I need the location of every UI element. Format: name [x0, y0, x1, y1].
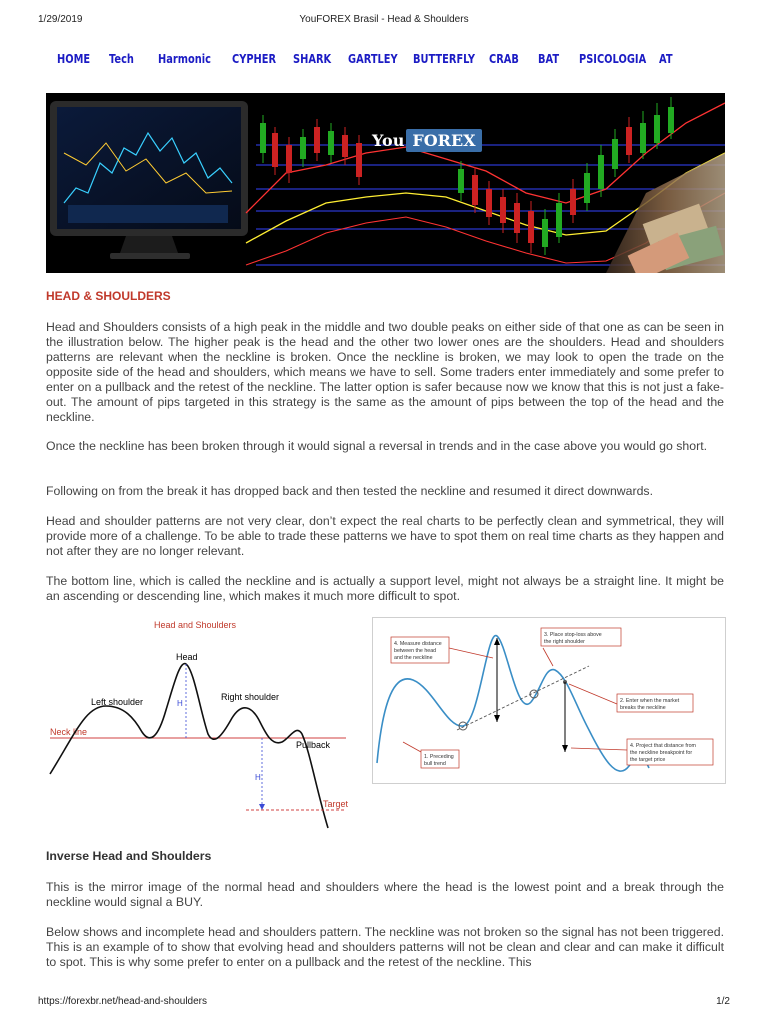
print-date: 1/29/2019	[38, 14, 83, 25]
nav-bat[interactable]: BAT	[538, 52, 560, 66]
site-logo[interactable]	[372, 131, 482, 150]
article-heading: HEAD & SHOULDERS	[46, 289, 171, 303]
logo-forex: FOREX	[406, 129, 481, 152]
nav-gartley[interactable]: GARTLEY	[348, 52, 398, 66]
site-banner	[46, 93, 725, 273]
banknotes-image	[606, 153, 725, 273]
nav-psicologia[interactable]: PSICOLOGIA	[579, 52, 647, 66]
paragraph-4: Head and shoulder patterns are not very clear, don’t expect the real charts to be perfectly clean and symmetrical, they will provide more of a challenge. To be able to trade these patterns we have to spot them on real time charts as they happen and not after they are no longer relevant.	[46, 514, 724, 558]
print-url: https://forexbr.net/head-and-shoulders	[38, 996, 207, 1007]
logo-you: You	[372, 131, 405, 150]
nav-at[interactable]: AT	[659, 52, 673, 66]
annotated-pattern-chart	[372, 617, 726, 784]
label-h-target: H	[255, 773, 261, 782]
print-page-number: 1/2	[716, 996, 730, 1007]
note-stop-loss	[541, 628, 621, 646]
note-enter-market	[617, 694, 693, 712]
svg-text:2. Enter when the market: 2. Enter when the market	[620, 698, 680, 704]
note-project-distance	[627, 739, 713, 765]
note-preceding-trend	[421, 750, 459, 768]
monitor-icon	[50, 101, 248, 259]
paragraph-6: This is the mirror image of the normal head and shoulders where the head is the lowest point and a break through the neckline would signal a BUY.	[46, 880, 724, 909]
nav-butterfly[interactable]: BUTTERFLY	[413, 52, 476, 66]
diagram-title: Head and Shoulders	[154, 620, 237, 630]
candlesticks	[260, 97, 674, 255]
paragraph-7: Below shows and incomplete head and shoulders pattern. The neckline was not broken so the signal has not been triggered. This is an example of to show that evolving head and shoulders patterns will not be clean and clear and can make it difficult to spot. This is why some prefer to enter on a pullback and the retest of the neckline. This	[46, 925, 724, 969]
arrow-down-icon	[259, 804, 265, 810]
svg-text:3. Place stop-loss above: 3. Place stop-loss above	[544, 632, 602, 638]
label-right-shoulder: Right shoulder	[221, 692, 280, 702]
svg-text:the right shoulder: the right shoulder	[544, 639, 585, 645]
svg-text:the target price: the target price	[630, 757, 666, 763]
svg-text:bull trend: bull trend	[424, 761, 446, 767]
label-target: Target	[323, 799, 349, 809]
paragraph-1: Head and Shoulders consists of a high peak in the middle and two double peaks on either side of that one as can be seen in the illustration below. The higher peak is the head and the other two lower ones are the shoulders. Head and shoulders patterns are relevant when the neckline is broken. Once the neckline is broken, we may look to open the trade on the opposite side of the head and shoulders, which means we have to sell. Some traders enter immediately and some prefer to enter on a pullback and the retest of the neckline. The latter option is safer because now we know that this is not just a fake-out. The amount of pips targeted in this strategy is the same as the amount of pips between the top of the head and the neckline.	[46, 320, 724, 424]
nav-harmonic[interactable]: Harmonic	[158, 52, 211, 66]
svg-text:1. Preceding: 1. Preceding	[424, 754, 454, 760]
svg-text:the neckline breakpoint for: the neckline breakpoint for	[630, 750, 693, 756]
svg-text:and the neckline: and the neckline	[394, 655, 433, 661]
paragraph-3: Following on from the break it has dropped back and then tested the neckline and resumed it direct downwards.	[46, 484, 653, 498]
inverse-heading: Inverse Head and Shoulders	[46, 849, 212, 863]
note-measure-distance	[391, 637, 449, 663]
nav-cypher[interactable]: CYPHER	[232, 52, 277, 66]
nav-crab[interactable]: CRAB	[489, 52, 519, 66]
svg-text:breaks the neckline: breaks the neckline	[620, 705, 666, 711]
paragraph-5: The bottom line, which is called the neckline and is actually a support level, might not always be a straight line. It might be an ascending or descending line, which makes it much more difficult to spot.	[46, 574, 724, 603]
banner-artwork	[46, 93, 725, 273]
main-nav	[46, 52, 726, 70]
svg-text:4. Project that distance from: 4. Project that distance from	[630, 743, 696, 749]
price-path	[50, 664, 328, 828]
svg-text:4. Measure distance: 4. Measure distance	[394, 641, 442, 647]
label-pullback: Pullback	[296, 740, 331, 750]
label-head: Head	[176, 652, 198, 662]
label-left-shoulder: Left shoulder	[91, 697, 144, 707]
target-arrow-icon	[562, 745, 568, 752]
nav-home[interactable]: HOME	[57, 52, 91, 66]
label-neck-line: Neck line	[50, 727, 88, 737]
nav-tech[interactable]: Tech	[109, 52, 134, 66]
head-shoulders-diagram	[46, 614, 360, 834]
nav-shark[interactable]: SHARK	[293, 52, 332, 66]
svg-text:between the head: between the head	[394, 648, 437, 654]
paragraph-2: Once the neckline has been broken through it would signal a reversal in trends and in the case above you would go short.	[46, 439, 708, 453]
print-title: YouFOREX Brasil - Head & Shoulders	[299, 14, 469, 25]
label-h-head: H	[177, 699, 183, 708]
